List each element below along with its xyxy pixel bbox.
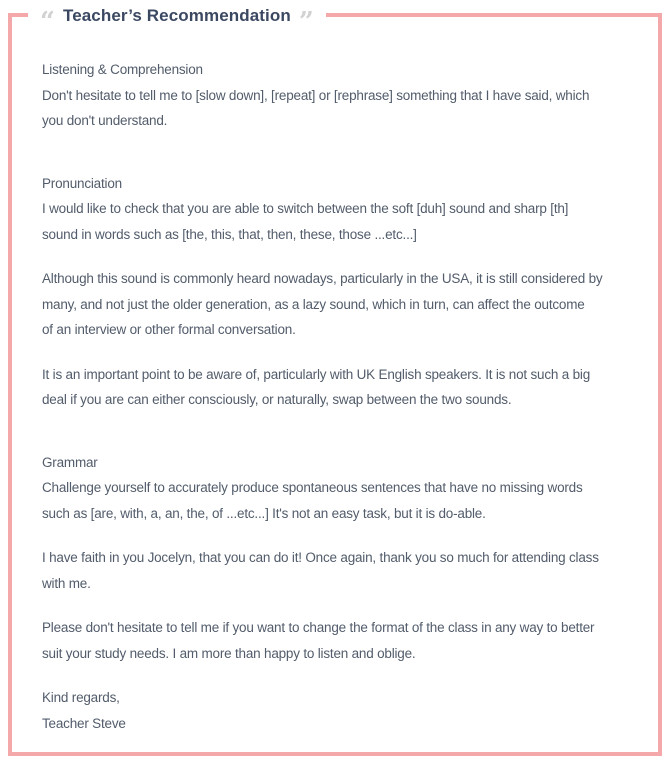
paragraph — [42, 57, 630, 134]
paragraph — [42, 545, 630, 596]
text-line: Challenge yourself to accurately produce spontaneous sentences that have no missing words — [42, 480, 583, 495]
text-line: Grammar — [42, 454, 98, 470]
card-title: Teacher’s Recommendation — [62, 6, 291, 25]
text-line: Kind regards, — [42, 690, 120, 705]
paragraph — [42, 266, 630, 343]
text-line: you don't understand. — [42, 113, 168, 128]
text-line: Please don't hesitate to tell me if you want to change the format of the class in any way to better — [42, 620, 595, 635]
open-quote-icon: “ — [40, 7, 55, 37]
text-line: I would like to check that you are able to switch between the soft [duh] sound and sharp [th] — [42, 201, 569, 216]
recommendation-card — [8, 6, 662, 756]
paragraph — [42, 685, 630, 736]
text-line: It is an important point to be aware of, particularly with UK English speakers. It is not such a big — [42, 366, 591, 382]
text-line: I have faith in you Jocelyn, that you can do it! Once again, thank you so much for attending class — [42, 550, 599, 565]
text-line: Don't hesitate to tell me to [slow down], [repeat] or [rephrase] something that I have said, which — [42, 87, 590, 103]
text-line: many, and not just the older generation, as a lazy sound, which in turn, can affect the outcome — [42, 296, 585, 312]
text-line: sound in words such as [the, this, that, then, these, those ...etc...] — [42, 226, 417, 242]
close-quote-icon: ” — [298, 7, 314, 37]
paragraph — [42, 615, 630, 666]
card-header — [28, 1, 326, 37]
paragraph — [42, 450, 630, 527]
paragraph — [42, 362, 630, 413]
text-line: Although this sound is commonly heard nowadays, particularly in the USA, it is still considered by — [42, 271, 603, 286]
text-line: with me. — [42, 575, 91, 591]
text-line: suit your study needs. I am more than happy to listen and oblige. — [42, 645, 416, 661]
text-line: Pronunciation — [42, 175, 122, 191]
text-line: of an interview or other formal conversation. — [42, 322, 296, 337]
text-line: such as [are, with, a, an, the, of ...etc...] It's not an easy task, but it is do-able. — [42, 505, 486, 521]
text-line: Teacher Steve — [42, 715, 126, 731]
paragraph — [42, 171, 630, 248]
recommendation-body — [12, 17, 658, 752]
text-line: Listening & Comprehension — [42, 62, 203, 77]
text-line: deal if you are can either consciously, or naturally, swap between the two sounds. — [42, 392, 512, 407]
